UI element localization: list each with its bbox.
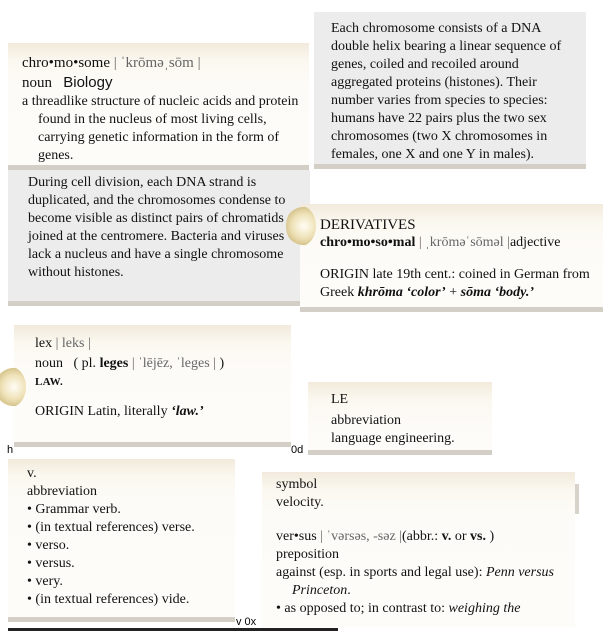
chromosome-field: Biology bbox=[63, 74, 113, 91]
chromosome-note-card-2 bbox=[8, 170, 310, 306]
versus-pronunciation: | ˈvərsəs, -səz | bbox=[320, 529, 402, 544]
bottom-rule bbox=[8, 628, 338, 631]
card-edge-ornament bbox=[0, 367, 26, 407]
le-headword: LE bbox=[331, 392, 349, 407]
chromosome-headword-line bbox=[22, 53, 299, 73]
le-card bbox=[308, 382, 492, 455]
edge-label-h: h bbox=[7, 444, 14, 456]
versus-def1-end: . bbox=[347, 583, 351, 598]
scroll-edge bbox=[575, 484, 579, 514]
lex-headword: lex bbox=[35, 336, 53, 351]
versus-velocity: velocity. bbox=[276, 495, 324, 510]
origin-greek-2: sōma ‘body.’ bbox=[460, 285, 534, 300]
v-headword: v. bbox=[27, 466, 37, 481]
versus-def1-prefix: against (esp. in sports and legal use): bbox=[276, 565, 483, 580]
chromosome-headword: chro•mo•some bbox=[22, 55, 110, 71]
versus-abbr-prefix: (abbr.: bbox=[401, 529, 439, 544]
lex-headword-line bbox=[35, 335, 291, 353]
chromosome-pos-line bbox=[22, 73, 299, 93]
edge-label-0d: 0d bbox=[291, 444, 304, 456]
v-sense-item: • (in textual references) verse. bbox=[27, 520, 195, 535]
v-sense-item: • Grammar verb. bbox=[27, 502, 121, 517]
chromosome-note-2-text: During cell division, each DNA strand is duplicated, and the chromosomes condense to become visible as distinct pairs of chromatids joined at the centromere. Bacteria and viruses lack a nucleus and have a single chromosome without histones. bbox=[28, 175, 286, 280]
derivative-pronunciation: | ˌkrōməˈsōməl | bbox=[418, 235, 510, 250]
chromosome-definition-card bbox=[8, 43, 309, 170]
v-sense-item: • very. bbox=[27, 574, 63, 589]
lex-origin bbox=[35, 403, 291, 421]
derivatives-word-line bbox=[320, 234, 603, 252]
versus-headword: ver•sus bbox=[276, 529, 317, 544]
derivatives-heading: DERIVATIVES bbox=[320, 217, 416, 233]
versus-headword-line bbox=[276, 528, 575, 546]
lex-pos: noun bbox=[35, 356, 63, 371]
lex-plural-open: ( pl. bbox=[73, 356, 97, 371]
origin-greek-1: khrōma ‘color’ bbox=[357, 285, 446, 300]
chromosome-pronunciation: | ˈkrōməˌsōm | bbox=[113, 55, 201, 71]
le-meaning: language engineering. bbox=[331, 431, 455, 446]
derivatives-origin bbox=[320, 266, 603, 302]
lex-pronunciation: | leks | bbox=[55, 336, 91, 351]
derivative-pos: adjective bbox=[509, 235, 561, 250]
chromosome-definition: a threadlike structure of nucleic acids and protein found in the nucleus of most living cells, carrying genetic information in the form of genes. bbox=[22, 94, 299, 163]
edge-label-v0x: v 0x bbox=[236, 616, 257, 628]
versus-definition-2 bbox=[276, 600, 575, 618]
chromosome-note-card-1 bbox=[314, 12, 586, 169]
v-sense-item: • verso. bbox=[27, 538, 70, 553]
lex-field: LAW. bbox=[35, 376, 64, 388]
origin-prefix: ORIGIN late 19th cent.: coined in German from Greek bbox=[320, 267, 590, 300]
chromosome-note-1-text: Each chromosome consists of a DNA double helix bearing a linear sequence of genes, coiled and recoiled around aggregated proteins (histones). Their number varies from species to species: humans have 22 pairs plus the two sex chromosomes (two X chromosomes in females, one X and one Y in males). bbox=[331, 21, 562, 162]
v-abbreviation-card bbox=[8, 459, 235, 622]
versus-abbr-suffix: ) bbox=[489, 529, 495, 544]
derivative-word: chro•mo•so•mal bbox=[320, 235, 416, 250]
lex-plural: leges bbox=[99, 356, 129, 371]
versus-def2-prefix: • as opposed to; in contrast to: bbox=[276, 601, 445, 616]
lex-pos-line bbox=[35, 355, 291, 373]
lex-card bbox=[14, 325, 291, 447]
v-sense-list bbox=[27, 501, 235, 609]
versus-symbol: symbol bbox=[276, 477, 318, 492]
derivatives-card bbox=[300, 204, 603, 312]
lex-origin-meaning: ‘law.’ bbox=[171, 404, 204, 419]
le-kind: abbreviation bbox=[331, 413, 401, 428]
versus-abbr-2: vs. bbox=[470, 529, 486, 544]
versus-abbr-1: v. bbox=[441, 529, 452, 544]
lex-origin-prefix: ORIGIN Latin, literally bbox=[35, 404, 168, 419]
versus-definition-1 bbox=[276, 564, 575, 600]
v-sense-item: • (in textual references) vide. bbox=[27, 592, 190, 607]
versus-def2-example: weighing the bbox=[448, 601, 521, 616]
versus-pos: preposition bbox=[276, 547, 339, 562]
lex-plural-close: ) bbox=[219, 356, 225, 371]
lex-plural-pronunciation: | ˈlējēz, ˈleges | bbox=[131, 356, 216, 371]
versus-card bbox=[262, 472, 575, 627]
v-sense-item: • versus. bbox=[27, 556, 75, 571]
versus-abbr-or: or bbox=[454, 529, 467, 544]
versus-def1-example: Penn versus Princeton bbox=[292, 565, 554, 598]
chromosome-pos: noun bbox=[22, 75, 52, 91]
v-kind: abbreviation bbox=[27, 484, 97, 499]
origin-plus: + bbox=[449, 285, 458, 300]
card-edge-ornament bbox=[286, 206, 316, 246]
